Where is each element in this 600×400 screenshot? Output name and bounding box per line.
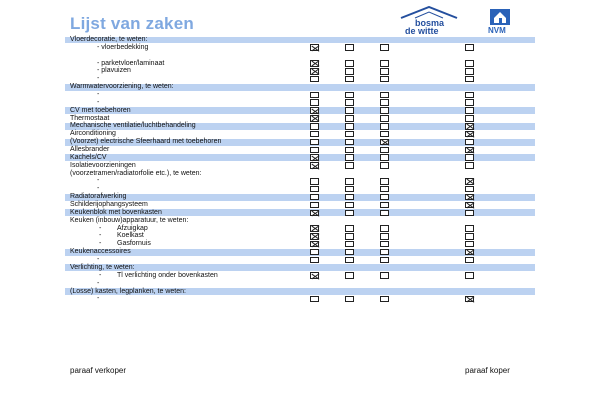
checklist-row bbox=[65, 295, 535, 303]
checkbox-ter-overname[interactable] bbox=[380, 115, 389, 122]
paraaf-verkoper-label: paraaf verkoper bbox=[70, 366, 127, 375]
row-label: Kachels/CV bbox=[70, 153, 107, 161]
row-label: Mechanische ventilatie/luchtbehandeling bbox=[70, 122, 196, 130]
row-label: - bbox=[97, 98, 100, 106]
checkbox-blijft-achter[interactable] bbox=[310, 99, 319, 106]
checkbox-nvt[interactable] bbox=[465, 162, 474, 169]
row-label: Verlichting, te weten: bbox=[70, 263, 135, 271]
checklist-row bbox=[65, 170, 535, 178]
checkbox-nvt[interactable] bbox=[465, 225, 474, 232]
checkbox-blijft-achter[interactable] bbox=[310, 225, 319, 232]
checkbox-nvt[interactable] bbox=[465, 147, 474, 154]
checkbox-nvt[interactable] bbox=[465, 272, 474, 279]
checkbox-gaat-mee[interactable] bbox=[345, 272, 354, 279]
checkbox-nvt[interactable] bbox=[465, 202, 474, 209]
checkbox-ter-overname[interactable] bbox=[380, 249, 389, 256]
checkbox-ter-overname[interactable] bbox=[380, 60, 389, 67]
checkbox-ter-overname[interactable] bbox=[380, 147, 389, 154]
checkbox-nvt[interactable] bbox=[465, 249, 474, 256]
row-label: Isolatievoorzieningen bbox=[70, 161, 136, 169]
row-label: Thermostaat bbox=[70, 114, 110, 122]
row-label: Keukenblok met bovenkasten bbox=[70, 208, 162, 216]
checkbox-ter-overname[interactable] bbox=[380, 257, 389, 264]
checkbox-nvt[interactable] bbox=[465, 154, 474, 161]
checkbox-gaat-mee[interactable] bbox=[345, 296, 354, 303]
checkbox-gaat-mee[interactable] bbox=[345, 241, 354, 248]
checkbox-nvt[interactable] bbox=[465, 92, 474, 99]
checklist-row bbox=[65, 154, 535, 162]
row-label: - bbox=[97, 177, 100, 185]
checkbox-nvt[interactable] bbox=[465, 257, 474, 264]
row-label: Keukenaccessoires bbox=[70, 248, 131, 256]
checklist-row bbox=[65, 52, 535, 60]
checkbox-ter-overname[interactable] bbox=[380, 178, 389, 185]
checkbox-gaat-mee[interactable] bbox=[345, 107, 354, 114]
checklist-row bbox=[65, 115, 535, 123]
checklist-row bbox=[65, 225, 535, 233]
checkbox-gaat-mee[interactable] bbox=[345, 210, 354, 217]
checklist-row bbox=[65, 264, 535, 272]
checkbox-nvt[interactable] bbox=[465, 60, 474, 67]
checkbox-gaat-mee[interactable] bbox=[345, 194, 354, 201]
checklist-row bbox=[65, 232, 535, 240]
checklist-row bbox=[65, 240, 535, 248]
checklist-row bbox=[65, 177, 535, 185]
row-label: - plavuizen bbox=[97, 67, 131, 75]
checklist-table bbox=[65, 36, 535, 303]
checkbox-ter-overname[interactable] bbox=[380, 241, 389, 248]
checkbox-ter-overname[interactable] bbox=[380, 210, 389, 217]
document-page bbox=[65, 0, 535, 400]
row-dash: - bbox=[99, 232, 102, 240]
row-label: - bbox=[97, 295, 100, 303]
checkbox-gaat-mee[interactable] bbox=[345, 123, 354, 130]
row-dash: - bbox=[99, 224, 102, 232]
nvm-house-icon bbox=[490, 9, 510, 25]
row-label: Radiatorafwerking bbox=[70, 193, 127, 201]
checkbox-nvt[interactable] bbox=[465, 186, 474, 193]
row-dash: - bbox=[99, 271, 102, 279]
checkbox-ter-overname[interactable] bbox=[380, 186, 389, 193]
checklist-row bbox=[65, 99, 535, 107]
checkbox-gaat-mee[interactable] bbox=[345, 225, 354, 232]
checkbox-blijft-achter[interactable] bbox=[310, 272, 319, 279]
row-label: CV met toebehoren bbox=[70, 106, 131, 114]
row-label: Airconditioning bbox=[70, 130, 116, 138]
row-label: Keuken (inbouw)apparatuur, te weten: bbox=[70, 216, 189, 224]
row-label: Warmwatervoorziening, te weten: bbox=[70, 83, 174, 91]
checkbox-ter-overname[interactable] bbox=[380, 139, 389, 146]
logo-text-nvm: NVM bbox=[488, 26, 506, 35]
checkbox-nvt[interactable] bbox=[465, 76, 474, 83]
checkbox-ter-overname[interactable] bbox=[380, 162, 389, 169]
checkbox-gaat-mee[interactable] bbox=[345, 131, 354, 138]
row-label: (Losse) kasten, legplanken, te weten: bbox=[70, 287, 186, 295]
row-label: - parketvloer/laminaat bbox=[97, 59, 165, 67]
row-label: Schilderijophangsysteem bbox=[70, 201, 148, 209]
row-label: Gasfornuis bbox=[117, 240, 151, 248]
checkbox-nvt[interactable] bbox=[465, 241, 474, 248]
checklist-row bbox=[65, 193, 535, 201]
checklist-row bbox=[65, 60, 535, 68]
checkbox-blijft-achter[interactable] bbox=[310, 131, 319, 138]
checkbox-nvt[interactable] bbox=[465, 233, 474, 240]
checkbox-blijft-achter[interactable] bbox=[310, 107, 319, 114]
checklist-row bbox=[65, 162, 535, 170]
checklist-row bbox=[65, 44, 535, 52]
checkbox-gaat-mee[interactable] bbox=[345, 186, 354, 193]
checkbox-nvt[interactable] bbox=[465, 194, 474, 201]
row-label: Afzuigkap bbox=[117, 224, 148, 232]
checkbox-blijft-achter[interactable] bbox=[310, 115, 319, 122]
row-label: (Voorzet) electrische Sfeerhaard met toebehoren bbox=[70, 138, 222, 146]
paraaf-koper-label: paraaf koper bbox=[465, 366, 510, 375]
row-highlight-band bbox=[65, 264, 535, 271]
checkbox-nvt[interactable] bbox=[465, 107, 474, 114]
checklist-row bbox=[65, 107, 535, 115]
checkbox-ter-overname[interactable] bbox=[380, 68, 389, 75]
checklist-row bbox=[65, 130, 535, 138]
checkbox-ter-overname[interactable] bbox=[380, 92, 389, 99]
logo-text-de-witte: de witte bbox=[405, 26, 439, 36]
checkbox-gaat-mee[interactable] bbox=[345, 115, 354, 122]
checkbox-blijft-achter[interactable] bbox=[310, 162, 319, 169]
checkbox-ter-overname[interactable] bbox=[380, 131, 389, 138]
row-label: Koelkast bbox=[117, 232, 144, 240]
checkbox-ter-overname[interactable] bbox=[380, 296, 389, 303]
checkbox-nvt[interactable] bbox=[465, 296, 474, 303]
checklist-row bbox=[65, 248, 535, 256]
checkbox-ter-overname[interactable] bbox=[380, 233, 389, 240]
checklist-row bbox=[65, 272, 535, 280]
row-dash: - bbox=[99, 240, 102, 248]
checkbox-gaat-mee[interactable] bbox=[345, 233, 354, 240]
checklist-row bbox=[65, 280, 535, 288]
page-title: Lijst van zaken bbox=[70, 14, 194, 33]
checkbox-gaat-mee[interactable] bbox=[345, 68, 354, 75]
checkbox-ter-overname[interactable] bbox=[380, 154, 389, 161]
checkbox-ter-overname[interactable] bbox=[380, 123, 389, 130]
checkbox-blijft-achter[interactable] bbox=[310, 233, 319, 240]
row-label: Tl verlichting onder bovenkasten bbox=[117, 271, 218, 279]
row-label: - vloerbedekking bbox=[97, 43, 149, 51]
row-label: - bbox=[97, 279, 100, 287]
checkbox-nvt[interactable] bbox=[465, 210, 474, 217]
row-label: - bbox=[97, 75, 100, 83]
checkbox-nvt[interactable] bbox=[465, 99, 474, 106]
checkbox-blijft-achter[interactable] bbox=[310, 241, 319, 248]
row-label: - bbox=[97, 256, 100, 264]
checkbox-blijft-achter[interactable] bbox=[310, 44, 319, 51]
checkbox-gaat-mee[interactable] bbox=[345, 139, 354, 146]
checkbox-blijft-achter[interactable] bbox=[310, 147, 319, 154]
checkbox-blijft-achter[interactable] bbox=[310, 92, 319, 99]
checkbox-gaat-mee[interactable] bbox=[345, 44, 354, 51]
checkbox-gaat-mee[interactable] bbox=[345, 178, 354, 185]
checkbox-gaat-mee[interactable] bbox=[345, 162, 354, 169]
checkbox-nvt[interactable] bbox=[465, 68, 474, 75]
checkbox-blijft-achter[interactable] bbox=[310, 68, 319, 75]
checkbox-nvt[interactable] bbox=[465, 115, 474, 122]
checkbox-blijft-achter[interactable] bbox=[310, 123, 319, 130]
checkbox-blijft-achter[interactable] bbox=[310, 60, 319, 67]
checkbox-blijft-achter[interactable] bbox=[310, 210, 319, 217]
checkbox-ter-overname[interactable] bbox=[380, 44, 389, 51]
checkbox-blijft-achter[interactable] bbox=[310, 186, 319, 193]
checkbox-ter-overname[interactable] bbox=[380, 76, 389, 83]
checklist-row bbox=[65, 288, 535, 296]
checkbox-nvt[interactable] bbox=[465, 178, 474, 185]
checklist-row bbox=[65, 146, 535, 154]
checkbox-blijft-achter[interactable] bbox=[310, 178, 319, 185]
checkbox-blijft-achter[interactable] bbox=[310, 257, 319, 264]
checklist-row bbox=[65, 256, 535, 264]
checklist-row bbox=[65, 185, 535, 193]
checkbox-gaat-mee[interactable] bbox=[345, 60, 354, 67]
checklist-row bbox=[65, 75, 535, 83]
checkbox-gaat-mee[interactable] bbox=[345, 76, 354, 83]
checkbox-gaat-mee[interactable] bbox=[345, 249, 354, 256]
checkbox-blijft-achter[interactable] bbox=[310, 139, 319, 146]
checklist-row bbox=[65, 83, 535, 91]
checkbox-ter-overname[interactable] bbox=[380, 225, 389, 232]
checklist-row bbox=[65, 209, 535, 217]
checkbox-gaat-mee[interactable] bbox=[345, 99, 354, 106]
checkbox-gaat-mee[interactable] bbox=[345, 257, 354, 264]
row-label: (voorzetramen/radiatorfolie etc.), te weten: bbox=[70, 169, 202, 177]
checkbox-gaat-mee[interactable] bbox=[345, 92, 354, 99]
checkbox-ter-overname[interactable] bbox=[380, 107, 389, 114]
checklist-row bbox=[65, 36, 535, 44]
checkbox-gaat-mee[interactable] bbox=[345, 202, 354, 209]
checklist-row bbox=[65, 67, 535, 75]
checkbox-blijft-achter[interactable] bbox=[310, 76, 319, 83]
checklist-row bbox=[65, 217, 535, 225]
checkbox-ter-overname[interactable] bbox=[380, 99, 389, 106]
logo-text-bosma: bosma bbox=[415, 18, 445, 28]
checkbox-ter-overname[interactable] bbox=[380, 272, 389, 279]
checkbox-blijft-achter[interactable] bbox=[310, 296, 319, 303]
row-label: Vloerdecoratie, te weten: bbox=[70, 36, 148, 43]
checklist-row bbox=[65, 122, 535, 130]
checklist-row bbox=[65, 201, 535, 209]
checkbox-nvt[interactable] bbox=[465, 131, 474, 138]
checkbox-blijft-achter[interactable] bbox=[310, 194, 319, 201]
checkbox-blijft-achter[interactable] bbox=[310, 154, 319, 161]
row-label: - bbox=[97, 185, 100, 193]
checkbox-blijft-achter[interactable] bbox=[310, 202, 319, 209]
row-label: Allesbrander bbox=[70, 146, 110, 154]
checkbox-blijft-achter[interactable] bbox=[310, 249, 319, 256]
checklist-row bbox=[65, 91, 535, 99]
checkbox-nvt[interactable] bbox=[465, 123, 474, 130]
checkbox-gaat-mee[interactable] bbox=[345, 154, 354, 161]
checkbox-gaat-mee[interactable] bbox=[345, 147, 354, 154]
checkbox-ter-overname[interactable] bbox=[380, 202, 389, 209]
checkbox-nvt[interactable] bbox=[465, 44, 474, 51]
nvm-logo bbox=[488, 9, 514, 37]
row-label: - bbox=[97, 91, 100, 99]
checkbox-nvt[interactable] bbox=[465, 139, 474, 146]
checklist-row bbox=[65, 138, 535, 146]
checkbox-ter-overname[interactable] bbox=[380, 194, 389, 201]
